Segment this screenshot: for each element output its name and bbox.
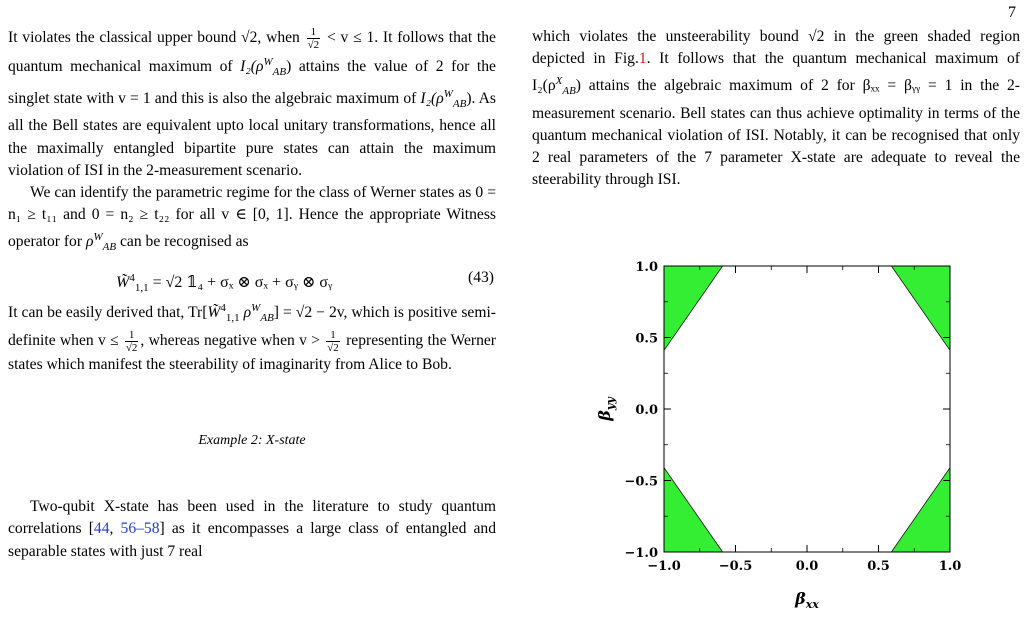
equation-43: W̃$^4_{1,1}$ = √2 𝟙₄ + σₓ ⊗ σₓ + σᵧ ⊗ σᵧ (43): [116, 268, 494, 294]
paragraph-2: We can identify the parametric regime for the class of Werner states as 0 = n₁ ≥ t₁₁ and 0 = n₂ ≥ t₂₂ for all v ∈ [0, 1]. Hence the appropriate Witness operator for $\rho^W_{AB}$ can be recognised as: [8, 184, 496, 254]
region-bottom-left: [664, 468, 723, 552]
y-tick-label: 1.0: [635, 260, 658, 275]
paragraph-right-1: which violates the unsteerability bound √2 in the green shaded region depicted in Fig.1. It follows that the quantum mechanical maximum of $I_2(\rho^X_{AB})$ attains the algebraic maximum of 2 for βₓₓ = βᵧᵧ = 1 in the 2-measurement scenario. Bell states can thus achieve optimality in terms of the quantum mechanical violation of ISI. Notably, it can be recognised that only 2 real parameters of the 7 parameter X-state are adequate to reveal the steerability through ISI.: [532, 28, 1020, 189]
chart-svg: [590, 250, 990, 630]
y-tick-label: 0.5: [635, 331, 658, 347]
plot-frame: [664, 266, 950, 552]
x-tick-label: 1.0: [938, 559, 962, 574]
equation-number: (43): [468, 268, 494, 286]
y-tick-label: 0.0: [635, 403, 658, 418]
region-top-right: [891, 266, 950, 350]
y-axis-label: $\beta_{yy}$: [595, 397, 617, 421]
x-axis-label: $\beta_{xx}$: [795, 589, 819, 611]
x-tick-label: 0.0: [795, 559, 819, 574]
citation-link[interactable]: 44: [93, 520, 110, 538]
citation-link[interactable]: 56–58: [120, 520, 160, 538]
page-number: 7: [1008, 4, 1016, 21]
region-top-left: [664, 266, 723, 350]
paragraph-1: It violates the classical upper bound √2, when $\frac{1}{√2}$ < v ≤ 1. It follows that the quantum mechanical maximum of $I_2(\rho^W_{AB})$ attains the value of 2 for the singlet state with v = 1 and this is also the algebraic maximum of $I_2(\rho^W_{AB})$. As all the Bell states are equivalent upto local unitary transformations, hence all the maximally entangled bipartite pure states can attain the maximum violation of ISI in the 2-measurement scenario.: [8, 26, 496, 179]
paragraph-4: Two-qubit X-state has been used in the literature to study quantum correlations [44, 56–58] as it encompasses a large class of entangled and separable states with just 7 real: [8, 498, 497, 560]
fraction: $\frac{1}{√2}$: [307, 26, 320, 51]
figure-link[interactable]: 1: [638, 50, 647, 68]
x-tick-label: −0.5: [718, 559, 753, 574]
example-title: Example 2: X-state: [198, 433, 306, 449]
sqrt2: √2: [241, 29, 258, 47]
x-tick-label: 0.5: [867, 559, 890, 574]
y-tick-label: −1.0: [624, 546, 658, 561]
left-column: [8, 26, 496, 563]
steerability-region-plot: [590, 250, 990, 630]
region-bottom-right: [891, 468, 950, 552]
y-tick-label: −0.5: [624, 474, 658, 490]
x-tick-label: −1.0: [647, 559, 681, 574]
paragraph-3: It can be easily derived that, Tr[W̃$^4_{1,1}$ $\rho^W_{AB}] = √2 - 2v$, which is positive semi-definite when v ≤ $\frac{1}{√2}$ , whereas negative when v > $\frac{1}{√2}$ representing the Werner states which manifest the steerability of imaginarity from Alice to Bob.: [8, 301, 496, 373]
right-column: [532, 26, 1020, 191]
